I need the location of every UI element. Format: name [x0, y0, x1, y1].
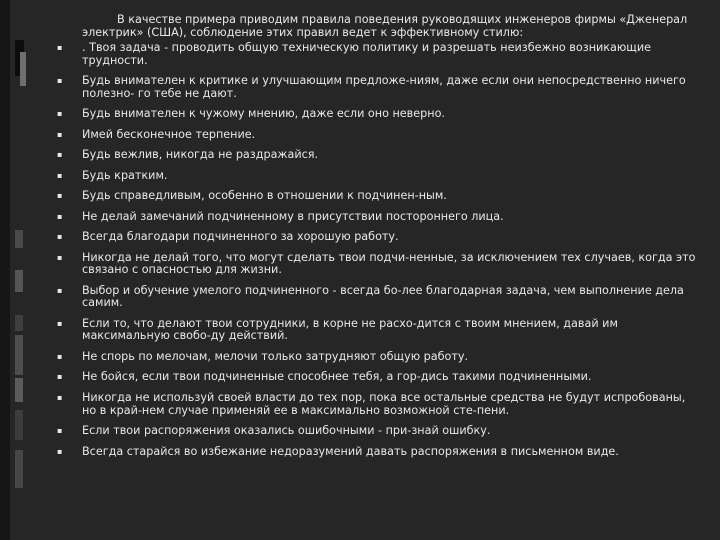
list-item	[57, 285, 697, 310]
list-item	[57, 75, 697, 100]
list-item	[57, 392, 697, 417]
list-item	[57, 211, 697, 224]
bullet-icon: ▪	[57, 43, 63, 53]
bullet-icon: ▪	[57, 426, 63, 436]
list-item	[57, 252, 697, 277]
list-item	[57, 170, 697, 183]
list-item	[57, 108, 697, 121]
list-item	[57, 42, 697, 67]
decor-block	[20, 52, 26, 86]
list-item	[57, 318, 697, 343]
left-decor-bar	[0, 0, 10, 540]
list-item	[57, 190, 697, 203]
list-item	[57, 149, 697, 162]
list-item-text: Никогда не делай того, что могут сделать твои подчи-ненные, за исключением тех случаев, когда это связано с опасностью для жизни.	[82, 250, 696, 277]
bullet-icon: ▪	[57, 150, 63, 160]
list-item-text: Всегда благодари подчиненного за хорошую работу.	[82, 230, 399, 244]
rules-list	[57, 42, 697, 458]
slide-content	[57, 14, 697, 466]
decor-block	[15, 270, 23, 292]
decor-block	[15, 315, 23, 331]
list-item-text: Будь внимателен к критике и улучшающим предложе-ниям, даже если они непосредственно ничего полезно- го тебе не дают.	[82, 74, 686, 100]
list-item-text: Всегда старайся во избежание недоразумений давать распоряжения в письменном виде.	[82, 444, 619, 458]
bullet-icon: ▪	[57, 392, 63, 402]
list-item-text: . Твоя задача - проводить общую техническую политику и разрешать неизбежно возникающие трудности.	[82, 41, 651, 67]
decor-block	[15, 230, 23, 248]
bullet-icon: ▪	[57, 285, 63, 295]
list-item-text: Не бойся, если твои подчиненные способнее тебя, а гор-дись такими подчиненными.	[82, 370, 592, 384]
bullet-icon: ▪	[57, 129, 63, 139]
list-item-text: Если твои распоряжения оказались ошибочными - при-знай ошибку.	[82, 424, 491, 438]
bullet-icon: ▪	[57, 211, 63, 221]
list-item-text: Не спорь по мелочам, мелочи только затрудняют общую работу.	[82, 349, 469, 363]
list-item-text: Никогда не используй своей власти до тех пор, пока все остальные средства не будут испробованы, но в край-нем случае применяй ее в максимально возможной сте-пени.	[82, 390, 686, 417]
list-item	[57, 371, 697, 384]
list-item	[57, 446, 697, 459]
intro-text: В качестве примера приводим правила поведения руководящих инженеров фирмы «Дженерал электрик» (США), соблюдение этих правил ведет к эффективному стилю:	[82, 13, 688, 39]
list-item	[57, 425, 697, 438]
bullet-icon: ▪	[57, 232, 63, 242]
decor-block	[15, 335, 23, 375]
list-item-text: Будь вежлив, никогда не раздражайся.	[82, 148, 319, 162]
list-item-text: Будь внимателен к чужому мнению, даже если оно неверно.	[82, 107, 445, 121]
list-item	[57, 129, 697, 142]
list-item-text: Если то, что делают твои сотрудники, в корне не расхо-дится с твоим мнением, давай им максимальную свобо-ду действий.	[82, 316, 618, 343]
list-item-text: Будь кратким.	[82, 168, 168, 182]
bullet-icon: ▪	[57, 191, 63, 201]
decor-block	[15, 378, 23, 402]
list-item	[57, 351, 697, 364]
intro-paragraph	[57, 14, 697, 39]
decor-block	[15, 410, 23, 440]
list-item-text: Выбор и обучение умелого подчиненного - всегда бо-лее благодарная задача, чем выполнение дела самим.	[82, 283, 684, 310]
bullet-icon: ▪	[57, 351, 63, 361]
bullet-icon: ▪	[57, 318, 63, 328]
list-item-text: Будь справедливым, особенно в отношении к подчинен-ным.	[82, 189, 447, 203]
list-item	[57, 231, 697, 244]
list-item-text: Не делай замечаний подчиненному в присутствии постороннего лица.	[82, 209, 504, 223]
bullet-icon: ▪	[57, 170, 63, 180]
bullet-icon: ▪	[57, 372, 63, 382]
bullet-icon: ▪	[57, 446, 63, 456]
bullet-icon: ▪	[57, 76, 63, 86]
bullet-icon: ▪	[57, 109, 63, 119]
list-item-text: Имей бесконечное терпение.	[82, 127, 256, 141]
decor-block	[15, 450, 23, 488]
bullet-icon: ▪	[57, 252, 63, 262]
